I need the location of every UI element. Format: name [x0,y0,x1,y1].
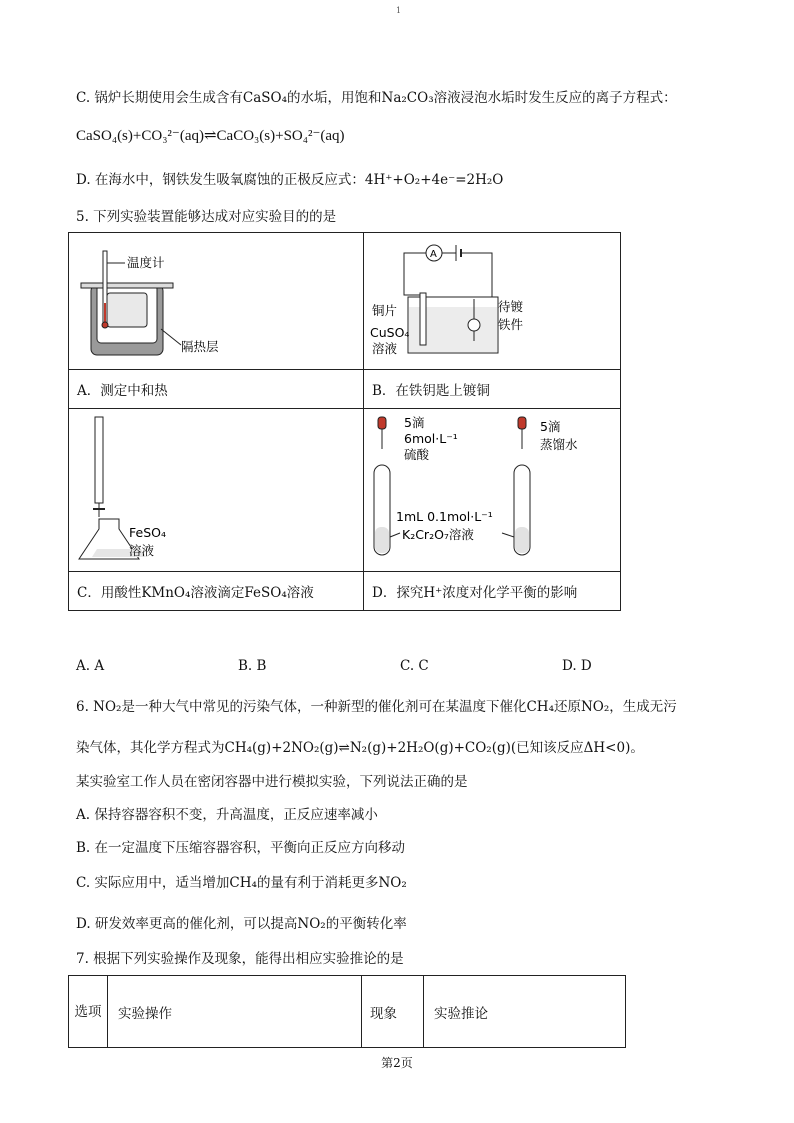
label-copper: 铜片 [372,303,398,318]
q5-option-d: D. D [562,658,592,674]
label-tube-reagent: K₂Cr₂O₇溶液 [402,527,474,542]
label-insulation: 隔热层 [181,339,219,354]
titration-figure [69,409,363,567]
header-mark: 1 [396,6,402,15]
label-iron: 铁件 [498,317,524,332]
caption-d: D．探究H⁺浓度对化学平衡的影响 [364,572,621,611]
caption-b: B．在铁钥匙上镀铜 [364,370,621,409]
figure-c-cell [69,409,364,572]
q7-stem: 7. 根据下列实验操作及现象，能得出相应实验推论的是 [76,951,404,967]
label-cuso4: CuSO₄ [370,325,410,340]
q6-stem-line1: 6. NO₂是一种大气中常见的污染气体，一种新型的催化剂可在某温度下催化CH₄还原NO₂，生成无污 [76,699,677,715]
header-option: 选项 [69,976,108,1048]
page-footer: 第2页 [381,1056,413,1070]
label-feso4-solution: 溶液 [129,543,155,558]
figure-b-cell [364,233,621,370]
figure-d-cell [364,409,621,572]
copper-plate [420,293,426,345]
wire-right [461,253,492,299]
label-left-reagent: 硫酸 [404,447,430,462]
caption-a: A．测定中和热 [69,370,364,409]
q7-table [68,975,626,1048]
label-solution: 溶液 [372,341,398,356]
q5-stem: 5. 下列实验装置能够达成对应实验目的的是 [76,209,337,225]
q5-option-b: B. B [238,658,267,674]
header-inference: 实验推论 [424,976,626,1048]
label-left-conc: 6mol·L⁻¹ [404,431,458,446]
q6-stem-line3: 某实验室工作人员在密闭容器中进行模拟实验，下列说法正确的是 [76,774,468,790]
label-thermometer: 温度计 [127,255,165,270]
q4-option-d: D. 在海水中，钢铁发生吸氧腐蚀的正极反应式：4H⁺+O₂+4e⁻=2H₂O [76,172,504,188]
electroplating-figure [364,233,620,365]
lid [81,283,173,288]
q6-option-d: D. 研发效率更高的催化剂，可以提高NO₂的平衡转化率 [76,916,407,932]
label-feso4: FeSO₄ [129,525,166,540]
dropper-left [378,417,386,429]
label-plated: 待镀 [498,299,524,314]
caption-c: C．用酸性KMnO₄溶液滴定FeSO₄溶液 [69,572,364,611]
q5-option-a: A. A [76,658,105,674]
figure-a-cell [69,233,364,370]
burette [95,417,103,503]
ammeter-label: A [430,249,437,260]
q6-stem-line2: 染气体，其化学方程式为CH₄(g)+2NO₂(g)⇌N₂(g)+2H₂O(g)+CO₂(g)(已知该反应ΔH<0)。 [76,740,644,756]
q4-c-equation: CaSO₄(s)+CO₃²⁻(aq)⇌CaCO₃(s)+SO₄²⁻(aq) [76,128,345,144]
q5-apparatus-table [68,232,621,611]
q6-option-b: B. 在一定温度下压缩容器容积，平衡向正反应方向移动 [76,840,406,856]
q6-option-a: A. 保持容器容积不变，升高温度，正反应速率减小 [76,807,378,823]
iron-piece [468,319,480,331]
label-right-reagent: 蒸馏水 [540,437,578,452]
header-phenomenon: 现象 [362,976,424,1048]
label-right-drops: 5滴 [540,419,561,434]
label-tube-volume: 1mL 0.1mol·L⁻¹ [396,509,493,524]
header-operation: 实验操作 [108,976,362,1048]
q4-option-c: C. 锅炉长期使用会生成含有CaSO₄的水垢，用饱和Na₂CO₃溶液浸泡水垢时发生反应的离子方程式： [76,90,677,106]
wire-left [404,253,426,295]
equilibrium-figure [364,409,620,567]
dropper-right [518,417,526,429]
calorimeter-figure [69,233,363,365]
q7-header-row [69,976,626,1048]
inner-beaker [107,293,147,327]
label-left-drops: 5滴 [404,415,425,430]
q6-option-c: C. 实际应用中，适当增加CH₄的量有利于消耗更多NO₂ [76,875,407,891]
q5-option-c: C. C [400,658,429,674]
